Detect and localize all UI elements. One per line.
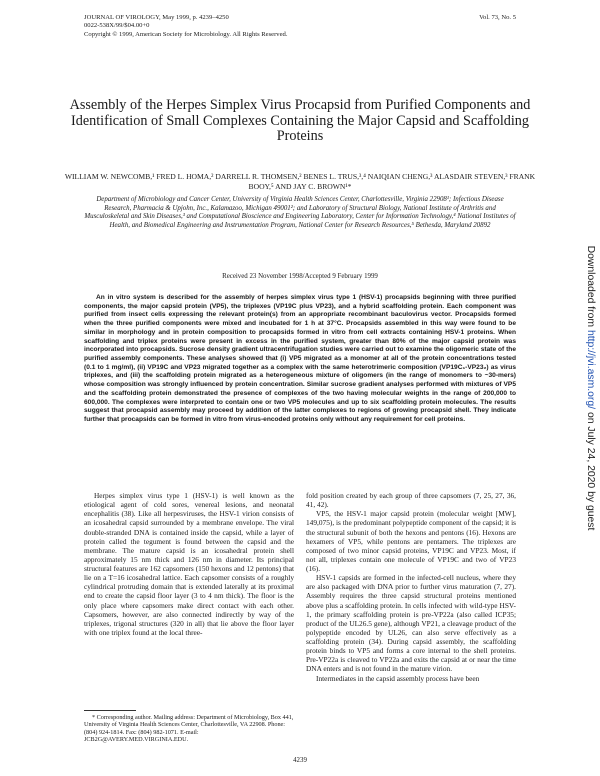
watermark-suffix: on July 24, 2020 by guest [585, 409, 596, 531]
watermark-prefix: Downloaded from [585, 245, 596, 330]
journal-link[interactable]: http://jvi.asm.org/ [585, 329, 596, 410]
body-paragraph: HSV-1 capsids are formed in the infected-cell nucleus, where they are also packaged with DNA prior to further virus maturation (7, 27). Assembly requires the three capsid structural proteins mentioned above plus a scaffolding protein. In cells infected with wild-type HSV-1, the primary scaffolding protein is pre-VP22a (also called ICP35; product of the UL26.5 gene), although VP21, a cleavage product of the polypeptide encoded by UL26, can also serve effectively as a scaffolding protein (34). During capsid assembly, the scaffolding protein binds to VP5 and forms a core internal to the shell proteins. Pre-VP22a is cleaved to VP22a and exits the capsid at or near the time DNA enters and is not found in the mature virion. [306, 573, 516, 674]
body-paragraph: VP5, the HSV-1 major capsid protein (molecular weight [MW], 149,075), is the predominant polypeptide component of the capsid; it is the structural subunit of both the hexons and pentons (16). Hexons are hexamers of VP5, while pentons are pentamers. The triplexes are composed of two minor capsid proteins, VP19C and VP23. Most, if not all, triplexes contain one molecule of VP19C and two of VP23 (16). [306, 509, 516, 573]
author-list: WILLIAM W. NEWCOMB,¹ FRED L. HOMA,² DARRELL R. THOMSEN,² BENES L. TRUS,³,⁴ NAIQIAN CHENG,³ ALASDAIR STEVEN,³ FRANK BOOY,⁵ AND JAY C. BROWN¹* [64, 172, 536, 192]
received-date: Received 23 November 1998/Accepted 9 February 1999 [222, 273, 378, 280]
journal-citation: JOURNAL OF VIROLOGY, May 1999, p. 4239–4250 [84, 14, 229, 21]
page-number: 4239 [293, 757, 307, 764]
body-paragraph: Intermediates in the capsid assembly process have been [316, 673, 480, 683]
affiliations: Department of Microbiology and Cancer Center, University of Virginia Health Sciences Center, Charlottesville, Virginia 22908¹; Infectious Disease Research, Pharmacia & Upjohn, Inc., Kalamazoo, Michigan 49001²; and Laboratory of Structural Biology, National Institute of Arthritis and Musculoskeletal and Skin Diseases,³ and Computational Bioscience and Engineering Laboratory, Center for Information Technology,⁴ National Institutes of Health, and Biomedical Engineering and Instrumentation Program, National Center for Research Resources,⁵ Bethesda, Maryland 20892 [84, 196, 516, 229]
header-left [84, 14, 424, 39]
body-column-right [306, 491, 516, 683]
volume-issue: Vol. 73, No. 5 [479, 14, 516, 21]
copyright-line: Copyright © 1999, American Society for Microbiology. All Rights Reserved. [84, 30, 288, 38]
article-title: Assembly of the Herpes Simplex Virus Procapsid from Purified Components and Identification of Small Complexes Containing the Major Capsid and Scaffolding Proteins [69, 97, 531, 145]
footnote-rule [84, 710, 136, 711]
abstract: An in vitro system is described for the assembly of herpes simplex virus type 1 (HSV-1) procapsids beginning with three purified components, the major capsid protein (VP5), the triplexes (VP19C plus VP23), and a hybrid scaffolding protein. Each component was purified from insect cells expressing the relevant protein(s) from an appropriate recombinant baculovirus vector. Procapsids formed when the three purified components were mixed and incubated for 1 h at 37°C. Procapsids assembled in this way were found to be similar in morphology and in protein composition to procapsids formed in vitro from cell extracts containing HSV-1 proteins. When scaffolding and triplex proteins were present in excess in the purified system, greater than 80% of the major capsid protein was incorporated into procapsids. Sucrose density gradient ultracentrifugation studies were carried out to examine the oligomeric state of the purified assembly components. These analyses showed that (i) VP5 migrated as a monomer at all of the protein concentrations tested (0.1 to 1 mg/ml), (ii) VP19C and VP23 migrated together as a complex with the same heterotrimeric composition (VP19C₁-VP23₂) as virus triplexes, and (iii) the scaffolding protein migrated as a heterogeneous mixture of oligomers (in the range of monomers to ~30-mers) whose composition was strongly influenced by protein concentration. Similar sucrose gradient analyses performed with mixtures of VP5 and the scaffolding protein demonstrated the presence of complexes of the two having molecular weights in the range of 200,000 to 600,000. The complexes were interpreted to contain one or two VP5 molecules and up to six scaffolding protein molecules. The results suggest that procapsid assembly may proceed by addition of the latter complexes to regions of growing procapsid shell. They indicate further that procapsids can be formed in vitro from virus-encoded proteins only without any requirement for cell proteins. [84, 294, 516, 424]
body-paragraph: Herpes simplex virus type 1 (HSV-1) is well known as the etiological agent of cold sores, venereal lesions, and neonatal encephalitis (38). Like all herpesviruses, the HSV-1 virion consists of an icosahedral capsid surrounded by a membrane envelope. The viral double-stranded DNA is contained inside the capsid, while a layer of protein called the tegument is found between the capsid and the membrane. The mature capsid is an icosahedral protein shell approximately 15 nm thick and 126 nm in diameter. Its principal structural features are 162 capsomers (150 hexons and 12 pentons) that lie on a T=16 icosahedral lattice. Each capsomer consists of a roughly cylindrical protruding domain that is extended laterally at its proximal end to create the capsid floor layer (3 to 4 nm thick). The floor is the only place where capsomers make direct contact with each other. Capsomers, however, are also connected indirectly by way of the triplexes, trigonal structures (320 in all) that lie above the floor layer with one triplex found at the local three- [84, 491, 294, 637]
issn-line: 0022-538X/99/$04.00+0 [84, 22, 150, 30]
body-column-left [84, 491, 294, 637]
body-paragraph: fold position created by each group of three capsomers (7, 25, 27, 36, 41, 42). [306, 491, 516, 510]
corresponding-author-footnote: * Corresponding author. Mailing address: Department of Microbiology, Box 441, University of Virginia Health Sciences Center, Charlottesville, VA 22908. Phone: (804) 924-1814. Fax: (804) 982-1071. E-mail: JCB2G@AVERY.MED.VIRGINIA.EDU. [84, 714, 294, 744]
download-watermark [583, 168, 597, 608]
